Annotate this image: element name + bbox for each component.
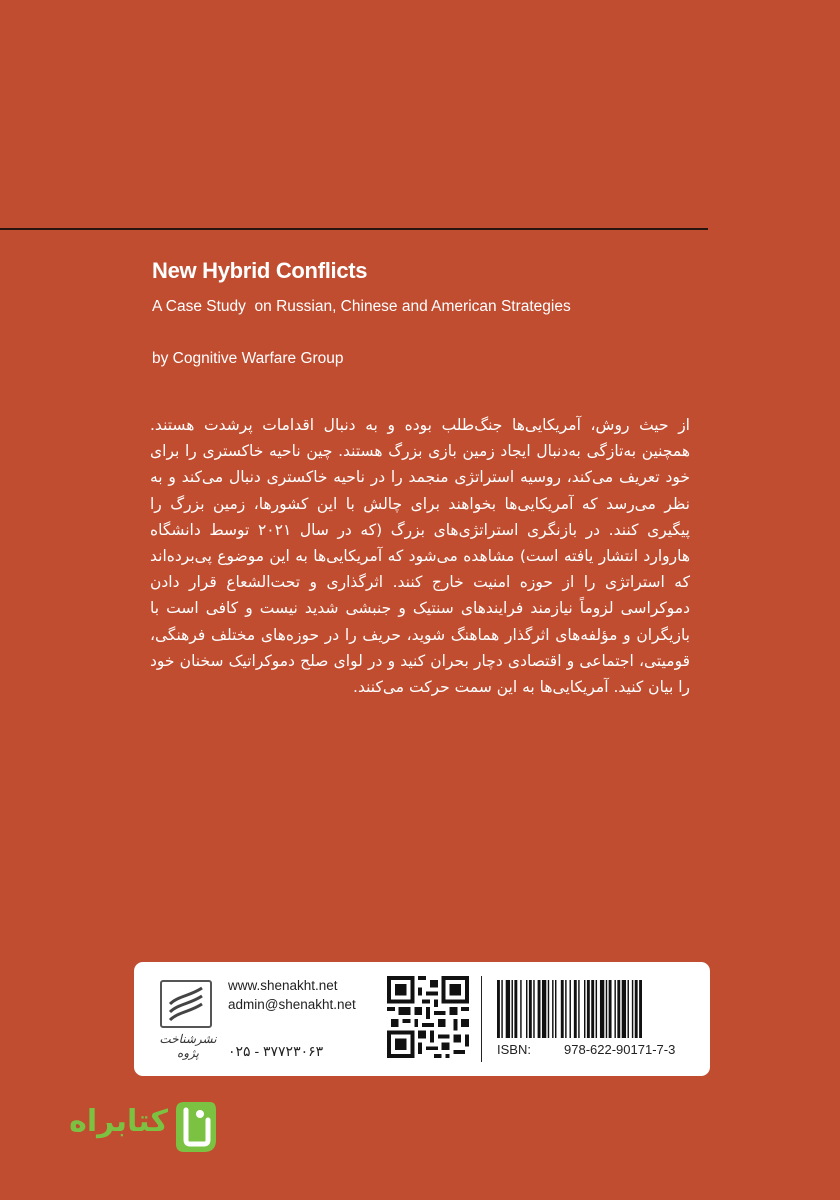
- book-title: New Hybrid Conflicts: [152, 258, 368, 283]
- publisher-email: admin@shenakht.net: [228, 997, 356, 1012]
- store-watermark: [36, 1100, 216, 1156]
- blurb-text: از حیث روش، آمریکایی‌ها جنگ‌طلب بوده و به دنبال اقدامات پرشدت هستند. همچنین به‌تازگی به‌دنبال ایجاد زمین بازی بزرگ هستند. چین ناحیه خاکستری را برای خود تعریف می‌کند، روسیه استراتژی منجمد را در ناحیه خاکستری دنبال می‌کند و به نظر می‌رسد که آمریکایی‌ها بخواهند برای چالش با این کشورها، زمین بزرگ را پیگیری کنند. در بازنگری استراتژی‌های بزرگ (که در سال ۲۰۲۱ توسط دانشگاه هاروارد انتشار یافته است) مشاهده می‌شود که آمریکایی‌ها به این موضوع پی‌برده‌اند که استراتژی را از حوزه امنیت خارج کنند. اثرگذاری و تحت‌الشعاع قرار دادن دموکراسی لزوماً نیازمند فرایندهای سنتیک و جنبشی شدید نیست و کافی است با بازیگران و مؤلفه‌های اثرگذار هماهنگ شوید، حریف را در حوزه‌های مختلف فرهنگی، قومیتی، اجتماعی و اقتصادی دچار بحران کنید و در لوای صلح دموکراتیک سخنان خود را بیان کنید. آمریکایی‌ها به این سمت حرکت می‌کنند.: [150, 416, 690, 697]
- author-byline: by Cognitive Warfare Group: [152, 350, 344, 367]
- top-divider-line: [0, 228, 708, 230]
- publisher-info-box: [134, 962, 710, 1076]
- isbn-label: ISBN:: [497, 1042, 531, 1057]
- publisher-website: www.shenakht.net: [228, 978, 338, 993]
- isbn-barcode: [497, 980, 697, 1038]
- publisher-name: نشرشناخت پژوه: [159, 1032, 217, 1060]
- back-cover-blurb: [150, 412, 690, 700]
- box-divider: [481, 976, 482, 1062]
- publisher-phone: ۰۲۵ - ۳۷۷۲۳۰۶۳: [228, 1043, 324, 1059]
- qr-code-icon: [387, 976, 469, 1058]
- book-subtitle: A Case Study on Russian, Chinese and American Strategies: [152, 298, 571, 315]
- isbn-number: 978-622-90171-7-3: [564, 1042, 676, 1057]
- publisher-logo-icon: [160, 980, 212, 1028]
- store-logo-icon: [170, 1100, 218, 1154]
- store-name: کتابراه: [69, 1104, 168, 1139]
- publisher-contact: [228, 976, 356, 1061]
